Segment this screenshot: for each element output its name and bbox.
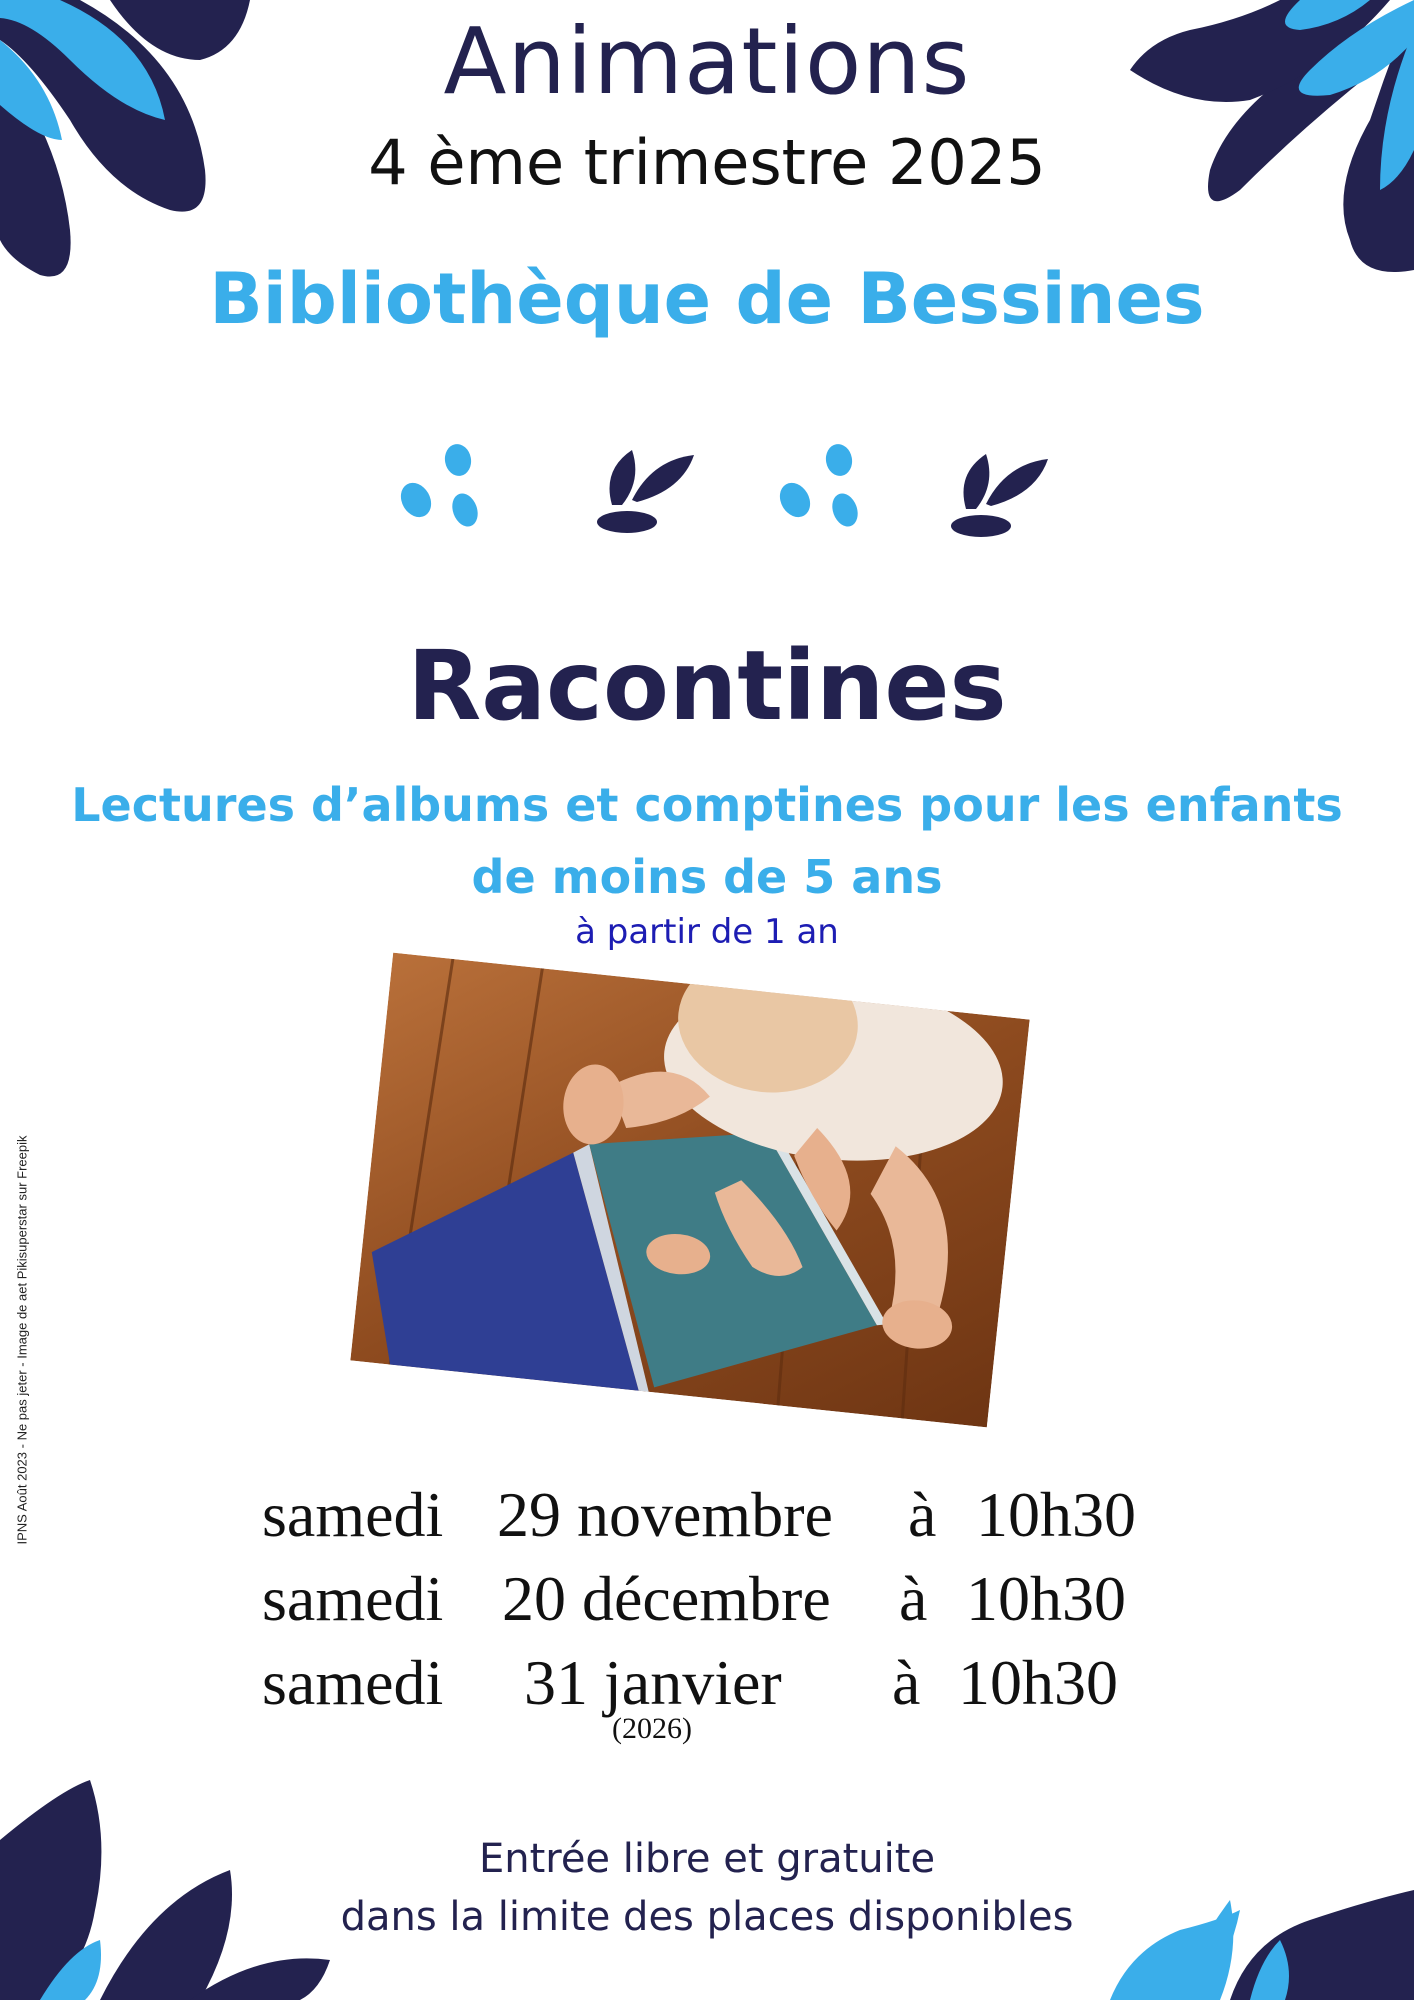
- date-at: à: [908, 1479, 937, 1550]
- entry-info-line2: dans la limite des places disponibles: [340, 1894, 1074, 1940]
- date-day: samedi: [262, 1647, 444, 1718]
- baby-reading-photo: [350, 953, 1029, 1428]
- date-row-2: [0, 1562, 1414, 1642]
- date-day: samedi: [262, 1479, 444, 1550]
- leaf-sprig-icon: [946, 444, 1056, 544]
- date-date: 29 novembre: [497, 1479, 833, 1550]
- corner-petals-bottom-left-icon: [0, 1780, 340, 2000]
- date-time: 10h30: [966, 1563, 1126, 1634]
- date-at: à: [899, 1563, 928, 1634]
- date-row-1: [0, 1478, 1414, 1558]
- date-date: 31 janvier: [524, 1647, 782, 1718]
- period-subtitle: 4 ème trimestre 2025: [368, 126, 1046, 199]
- leaf-sprig-icon: [592, 440, 702, 540]
- date-time: 10h30: [976, 1479, 1136, 1550]
- age-note: à partir de 1 an: [575, 912, 839, 952]
- event-description-line2: de moins de 5 ans: [471, 850, 943, 904]
- image-credit: IPNS Août 2023 - Ne pas jeter - Image de aet Pikisuperstar sur Freepik: [14, 1135, 30, 1545]
- dots-icon: [398, 442, 488, 532]
- entry-info-line1: Entrée libre et gratuite: [478, 1836, 936, 1882]
- date-date: 20 décembre: [502, 1563, 831, 1634]
- event-title: Racontines: [407, 630, 1007, 742]
- year-note: (2026): [612, 1712, 692, 1745]
- date-row-3: [0, 1646, 1414, 1726]
- library-name: Bibliothèque de Bessines: [209, 258, 1205, 340]
- event-description-line1: Lectures d’albums et comptines pour les enfants: [71, 778, 1343, 832]
- date-day: samedi: [262, 1563, 444, 1634]
- page-title: Animations: [443, 8, 971, 115]
- dots-icon: [777, 442, 867, 532]
- date-at: à: [892, 1647, 921, 1718]
- date-time: 10h30: [958, 1647, 1118, 1718]
